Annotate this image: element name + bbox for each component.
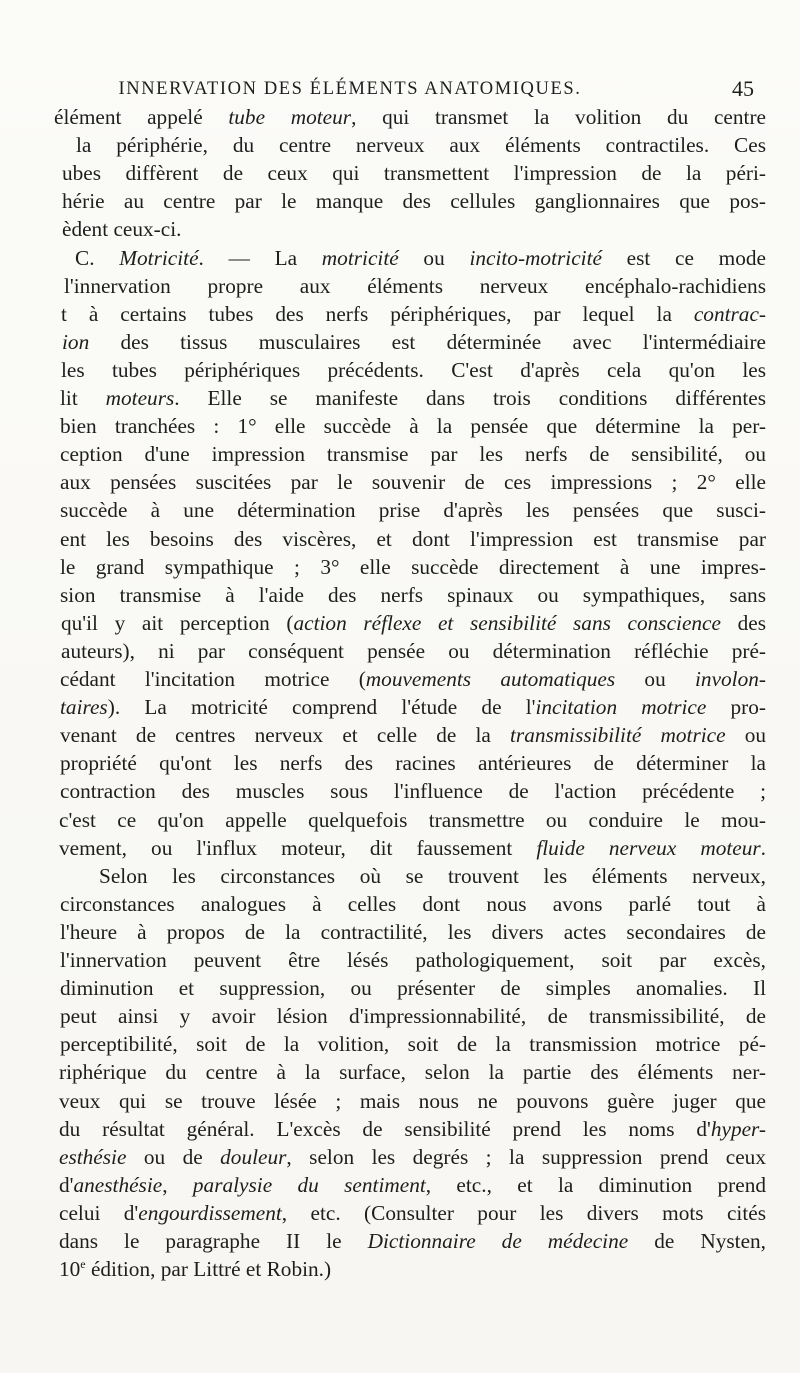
- text-run: vement, ou l'influx moteur, dit faussement: [59, 836, 537, 860]
- text-run: Selon les circonstances où se trouvent les éléments nerveux,: [99, 864, 766, 888]
- italic-term: Motricité: [119, 246, 199, 270]
- italic-term: incitation motrice: [535, 695, 707, 719]
- text-run: , qui transmet la volition du centre: [351, 105, 766, 129]
- italic-term: paralysie du sentiment: [192, 1173, 426, 1197]
- text-line: [60, 946, 766, 974]
- text-line: [62, 215, 766, 243]
- text-run: ). La motricité comprend l'étude de l': [107, 695, 536, 719]
- text-run: riphérique du centre à la surface, selon la partie des éléments ner-: [59, 1060, 766, 1084]
- text-run: , etc. (Consulter pour les divers mots cités: [281, 1201, 766, 1225]
- text-run: pro-: [706, 695, 767, 719]
- italic-term: esthésie: [59, 1145, 127, 1169]
- text-run: ou: [398, 246, 470, 270]
- page-number: 45: [732, 76, 754, 101]
- text-run: aux pensées suscitées par le souvenir de ces impressions ; 2° elle: [60, 470, 766, 494]
- text-run: veux qui se trouve lésée ; mais nous ne pouvons guère juger que: [59, 1089, 766, 1113]
- text-line: [60, 693, 766, 721]
- text-line: [60, 777, 766, 805]
- text-line: [60, 1030, 766, 1058]
- italic-term: transmissibilité motrice: [510, 723, 726, 747]
- text-line: [60, 496, 766, 524]
- text-run: hérie au centre par le manque des cellules ganglionnaires que pos-: [62, 189, 766, 213]
- text-run: bien tranchées : 1° elle succède à la pensée que détermine la per-: [60, 414, 766, 438]
- text-run: circonstances analogues à celles dont nous avons parlé tout à: [60, 892, 766, 916]
- text-line: [54, 103, 766, 131]
- text-run: dans le paragraphe II le: [59, 1229, 368, 1253]
- text-line: [61, 609, 766, 637]
- text-line: [59, 1143, 766, 1171]
- text-line: [61, 300, 766, 328]
- italic-term: taires: [60, 695, 108, 719]
- text-line: [59, 1227, 766, 1255]
- text-run: auteurs), ni par conséquent pensée ou détermination réfléchie pré-: [61, 639, 766, 663]
- text-line: [76, 131, 766, 159]
- text-run: , selon les degrés ; la suppression prend ceux: [286, 1145, 766, 1169]
- text-run: des tissus musculaires est déterminée avec l'intermédiaire: [89, 330, 766, 354]
- text-line: [60, 581, 766, 609]
- text-run: est ce mode: [601, 246, 767, 270]
- italic-term: moteurs: [105, 386, 175, 410]
- italic-term: involon-: [695, 667, 766, 691]
- text-line: [60, 749, 766, 777]
- italic-term: anesthésie: [73, 1173, 163, 1197]
- text-run: diminution et suppression, ou présenter de simples anomalies. Il: [60, 976, 766, 1000]
- text-run: . — La: [198, 246, 322, 270]
- text-run: ent les besoins des viscères, et dont l'impression est transmise par: [60, 527, 766, 551]
- text-run: de Nysten,: [628, 1229, 766, 1253]
- text-line: [60, 665, 766, 693]
- text-run: propriété qu'ont les nerfs des racines antérieures de déterminer la: [60, 751, 766, 775]
- text-line: [75, 244, 766, 272]
- italic-term: action réflexe et sensibilité sans conscience: [293, 611, 721, 635]
- text-run: succède à une détermination prise d'après les pensées que susci-: [60, 498, 766, 522]
- text-run: cédant l'incitation motrice (: [60, 667, 366, 691]
- text-line: [61, 356, 766, 384]
- text-line: [59, 1115, 766, 1143]
- text-line: [64, 272, 766, 300]
- running-head: [0, 74, 800, 104]
- text-line: [59, 1199, 766, 1227]
- text-run: lit: [60, 386, 106, 410]
- italic-term: tube moteur: [228, 105, 352, 129]
- text-line: [62, 187, 766, 215]
- italic-term: engourdissement: [138, 1201, 282, 1225]
- text-line: [60, 1002, 766, 1030]
- text-run: ou: [615, 667, 696, 691]
- text-run: ubes diffèrent de ceux qui transmettent l'impression de la péri-: [62, 161, 766, 185]
- text-run: 10: [59, 1257, 81, 1281]
- italic-term: incito-motricité: [469, 246, 602, 270]
- text-run: qu'il y ait perception (: [61, 611, 294, 635]
- text-run: perceptibilité, soit de la volition, soit de la transmission motrice pé-: [60, 1032, 766, 1056]
- text-run: celui d': [59, 1201, 139, 1225]
- italic-term: fluide nerveux moteur: [536, 836, 761, 860]
- text-line: [59, 1058, 766, 1086]
- italic-term: contrac-: [693, 302, 766, 326]
- text-run: t à certains tubes des nerfs périphériques, par lequel la: [61, 302, 694, 326]
- text-run: venant de centres nerveux et celle de la: [60, 723, 510, 747]
- text-line: [59, 806, 766, 834]
- text-line: [62, 328, 766, 356]
- text-run: ,: [162, 1173, 193, 1197]
- text-run: élément appelé: [54, 105, 229, 129]
- text-run: les tubes périphériques précédents. C'est d'après cela qu'on les: [61, 358, 766, 382]
- text-run: le grand sympathique ; 3° elle succède directement à une impres-: [60, 555, 766, 579]
- text-run: l'innervation peuvent être lésés pathologiquement, soit par excès,: [60, 948, 766, 972]
- text-run: la périphérie, du centre nerveux aux éléments contractiles. Ces: [76, 133, 766, 157]
- text-line: [60, 468, 766, 496]
- text-line: [59, 1171, 766, 1199]
- text-line: [59, 834, 766, 862]
- italic-term: hyper-: [710, 1117, 766, 1141]
- running-head-title: INNERVATION DES ÉLÉMENTS ANATOMIQUES.: [118, 79, 582, 99]
- italic-term: motricité: [321, 246, 399, 270]
- text-line: [60, 918, 766, 946]
- text-run: du résultat général. L'excès de sensibilité prend les noms d': [59, 1117, 711, 1141]
- text-line: [99, 862, 766, 890]
- text-line: [59, 1255, 766, 1283]
- text-run: ou: [725, 723, 767, 747]
- text-run: édition, par Littré et Robin.): [85, 1257, 332, 1281]
- text-run: . Elle se manifeste dans trois conditions différentes: [174, 386, 767, 410]
- text-line: [62, 159, 766, 187]
- text-line: [60, 721, 766, 749]
- text-run: d': [59, 1173, 74, 1197]
- text-run: C.: [75, 246, 120, 270]
- text-line: [60, 974, 766, 1002]
- text-line: [60, 553, 766, 581]
- text-run: contraction des muscles sous l'influence de l'action précédente ;: [60, 779, 766, 803]
- text-run: .: [760, 836, 766, 860]
- text-line: [60, 412, 766, 440]
- italic-term: mouvements automatiques: [365, 667, 616, 691]
- text-run: c'est ce qu'on appelle quelquefois transmettre ou conduire le mou-: [59, 808, 766, 832]
- text-run: l'innervation propre aux éléments nerveux encéphalo-rachidiens: [64, 274, 766, 298]
- text-run: , etc., et la diminution prend: [425, 1173, 766, 1197]
- text-line: [61, 637, 766, 665]
- italic-term: Dictionnaire de médecine: [367, 1229, 629, 1253]
- text-line: [60, 890, 766, 918]
- text-line: [60, 525, 766, 553]
- text-run: ception d'une impression transmise par les nerfs de sensibilité, ou: [60, 442, 766, 466]
- text-line: [60, 384, 766, 412]
- text-run: l'heure à propos de la contractilité, les divers actes secondaires de: [60, 920, 766, 944]
- text-line: [59, 1087, 766, 1115]
- text-line: [60, 440, 766, 468]
- italic-term: ion: [62, 330, 90, 354]
- text-run: des: [720, 611, 766, 635]
- text-run: peut ainsi y avoir lésion d'impressionnabilité, de transmissibilité, de: [60, 1004, 766, 1028]
- superscript: e: [80, 1256, 86, 1271]
- text-run: ou de: [126, 1145, 221, 1169]
- italic-term: douleur: [220, 1145, 287, 1169]
- text-run: èdent ceux-ci.: [62, 217, 182, 241]
- text-run: sion transmise à l'aide des nerfs spinaux ou sympathiques, sans: [60, 583, 766, 607]
